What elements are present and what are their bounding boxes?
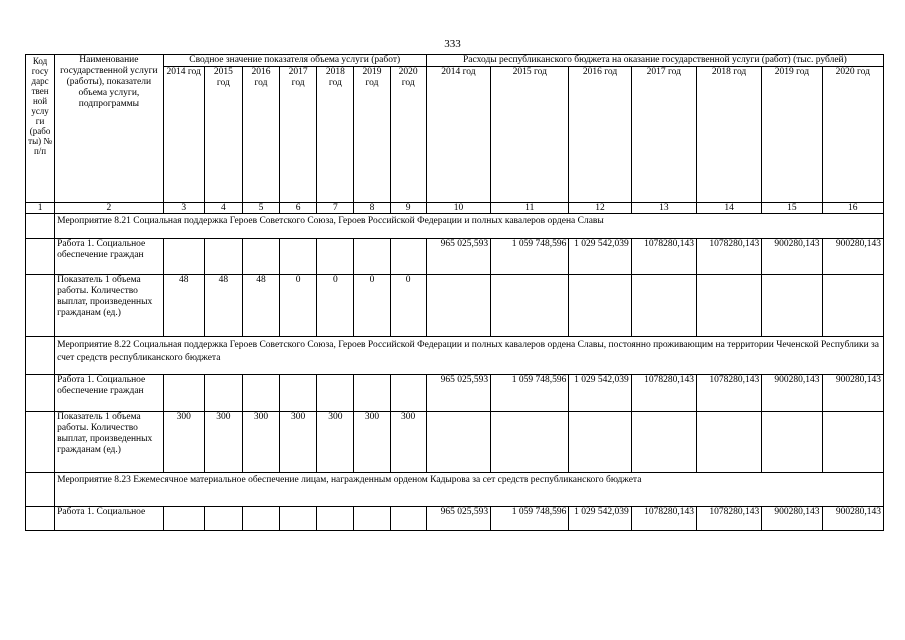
indicator-value: 300 <box>390 412 426 473</box>
empty-cell <box>354 375 390 412</box>
expense-year: 2018 год <box>696 67 761 203</box>
expense-value: 900280,143 <box>822 507 883 531</box>
empty-cell <box>491 412 569 473</box>
empty-cell <box>242 507 279 531</box>
column-number: 7 <box>317 203 354 214</box>
empty-cell <box>204 375 242 412</box>
section-title: Мероприятие 8.22 Социальная поддержка Героев Советского Союза, Героев Российской Федерации и полных кавалеров ордена Славы, постоянно проживающим на территории Чеченской Республики за счет средств республиканского бюджета <box>55 337 884 375</box>
expense-value: 1078280,143 <box>696 239 761 275</box>
column-number: 15 <box>762 203 822 214</box>
work-label: Работа 1. Социальное обеспечение граждан <box>55 239 163 275</box>
section-title: Мероприятие 8.23 Ежемесячное материальное обеспечение лицам, награжденным орденом Кадырова за сет средств республиканского бюджета <box>55 473 884 507</box>
expense-value: 1 059 748,596 <box>491 507 569 531</box>
empty-cell <box>696 412 761 473</box>
empty-cell <box>631 412 696 473</box>
empty-cell <box>569 275 631 337</box>
empty-cell <box>280 507 317 531</box>
expense-value: 900280,143 <box>822 239 883 275</box>
column-number: 8 <box>354 203 390 214</box>
volume-year: 2016 год <box>242 67 279 203</box>
expense-value: 1 029 542,039 <box>569 239 631 275</box>
indicator-label: Показатель 1 объема работы. Количество выплат, произведенных гражданам (ед.) <box>55 412 163 473</box>
section-row <box>26 214 884 239</box>
expense-year: 2015 год <box>491 67 569 203</box>
empty-cell <box>280 375 317 412</box>
indicator-value: 0 <box>354 275 390 337</box>
expense-value: 1 029 542,039 <box>569 375 631 412</box>
indicator-value: 300 <box>204 412 242 473</box>
indicator-value: 300 <box>163 412 204 473</box>
column-number: 14 <box>696 203 761 214</box>
empty-cell <box>390 375 426 412</box>
empty-cell <box>163 507 204 531</box>
indicator-value: 300 <box>242 412 279 473</box>
expense-year: 2020 год <box>822 67 883 203</box>
expense-value: 1078280,143 <box>631 375 696 412</box>
column-number: 16 <box>822 203 883 214</box>
volume-year: 2014 год <box>163 67 204 203</box>
column-number: 3 <box>163 203 204 214</box>
indicator-value: 48 <box>163 275 204 337</box>
section-row <box>26 473 884 507</box>
empty-cell <box>26 375 55 412</box>
empty-cell <box>26 507 55 531</box>
column-number: 13 <box>631 203 696 214</box>
column-number: 5 <box>242 203 279 214</box>
empty-cell <box>354 507 390 531</box>
column-numbers-row <box>26 203 884 214</box>
indicator-label: Показатель 1 объема работы. Количество выплат, произведенных гражданам (ед.) <box>55 275 163 337</box>
empty-cell <box>822 275 883 337</box>
empty-cell <box>242 375 279 412</box>
expense-value: 1078280,143 <box>696 375 761 412</box>
expense-year: 2014 год <box>426 67 490 203</box>
expense-value: 900280,143 <box>762 239 822 275</box>
empty-cell <box>354 239 390 275</box>
column-number: 9 <box>390 203 426 214</box>
work-label: Работа 1. Социальное <box>55 507 163 531</box>
indicator-value: 0 <box>280 275 317 337</box>
empty-cell <box>26 239 55 275</box>
expense-value: 965 025,593 <box>426 375 490 412</box>
empty-cell <box>317 375 354 412</box>
expense-value: 900280,143 <box>762 375 822 412</box>
expense-value: 965 025,593 <box>426 507 490 531</box>
empty-cell <box>390 239 426 275</box>
volume-year: 2019 год <box>354 67 390 203</box>
expense-year: 2016 год <box>569 67 631 203</box>
empty-cell <box>426 275 490 337</box>
expense-value: 1078280,143 <box>696 507 761 531</box>
empty-cell <box>822 412 883 473</box>
volume-year: 2015 год <box>204 67 242 203</box>
indicator-value: 0 <box>317 275 354 337</box>
header-expense-group: Расходы республиканского бюджета на оказание государственной услуги (работ) (тыс. рублей) <box>426 55 883 67</box>
page-number: 333 <box>444 38 461 50</box>
column-number: 6 <box>280 203 317 214</box>
empty-cell <box>204 239 242 275</box>
empty-cell <box>762 412 822 473</box>
empty-cell <box>569 412 631 473</box>
column-number: 2 <box>55 203 163 214</box>
expense-value: 900280,143 <box>822 375 883 412</box>
expense-value: 1 059 748,596 <box>491 239 569 275</box>
empty-cell <box>426 412 490 473</box>
empty-cell <box>163 239 204 275</box>
work-row <box>26 507 884 531</box>
empty-cell <box>317 507 354 531</box>
indicator-value: 0 <box>390 275 426 337</box>
volume-year: 2020 год <box>390 67 426 203</box>
expense-value: 965 025,593 <box>426 239 490 275</box>
section-code <box>26 337 55 375</box>
column-number: 12 <box>569 203 631 214</box>
header-name: Наименование государственной услуги (работы), показатели объема услуги, подпрограммы <box>55 55 163 203</box>
indicator-value: 48 <box>242 275 279 337</box>
empty-cell <box>204 507 242 531</box>
empty-cell <box>26 412 55 473</box>
volume-year: 2018 год <box>317 67 354 203</box>
indicator-value: 300 <box>317 412 354 473</box>
header-code: Код госу дарс твен ной услу ги (рабо ты) № п/п <box>26 55 55 203</box>
expense-value: 900280,143 <box>762 507 822 531</box>
empty-cell <box>631 275 696 337</box>
indicator-value: 300 <box>280 412 317 473</box>
expense-value: 1078280,143 <box>631 507 696 531</box>
empty-cell <box>390 507 426 531</box>
indicator-row <box>26 412 884 473</box>
indicator-value: 300 <box>354 412 390 473</box>
column-number: 4 <box>204 203 242 214</box>
header-volume-group: Сводное значение показателя объема услуги (работ) <box>163 55 426 67</box>
empty-cell <box>491 275 569 337</box>
column-number: 1 <box>26 203 55 214</box>
empty-cell <box>242 239 279 275</box>
section-code <box>26 214 55 239</box>
indicator-value: 48 <box>204 275 242 337</box>
empty-cell <box>163 375 204 412</box>
section-title: Мероприятие 8.21 Социальная поддержка Героев Советского Союза, Героев Российской Федерации и полных кавалеров ордена Славы <box>55 214 884 239</box>
empty-cell <box>762 275 822 337</box>
expense-value: 1 059 748,596 <box>491 375 569 412</box>
section-code <box>26 473 55 507</box>
expense-value: 1078280,143 <box>631 239 696 275</box>
column-number: 10 <box>426 203 490 214</box>
services-table <box>25 54 884 531</box>
work-label: Работа 1. Социальное обеспечение граждан <box>55 375 163 412</box>
work-row <box>26 239 884 275</box>
indicator-row <box>26 275 884 337</box>
work-row <box>26 375 884 412</box>
empty-cell <box>696 275 761 337</box>
empty-cell <box>280 239 317 275</box>
expense-value: 1 029 542,039 <box>569 507 631 531</box>
empty-cell <box>317 239 354 275</box>
volume-year: 2017 год <box>280 67 317 203</box>
expense-year: 2019 год <box>762 67 822 203</box>
section-row <box>26 337 884 375</box>
expense-year: 2017 год <box>631 67 696 203</box>
column-number: 11 <box>491 203 569 214</box>
empty-cell <box>26 275 55 337</box>
